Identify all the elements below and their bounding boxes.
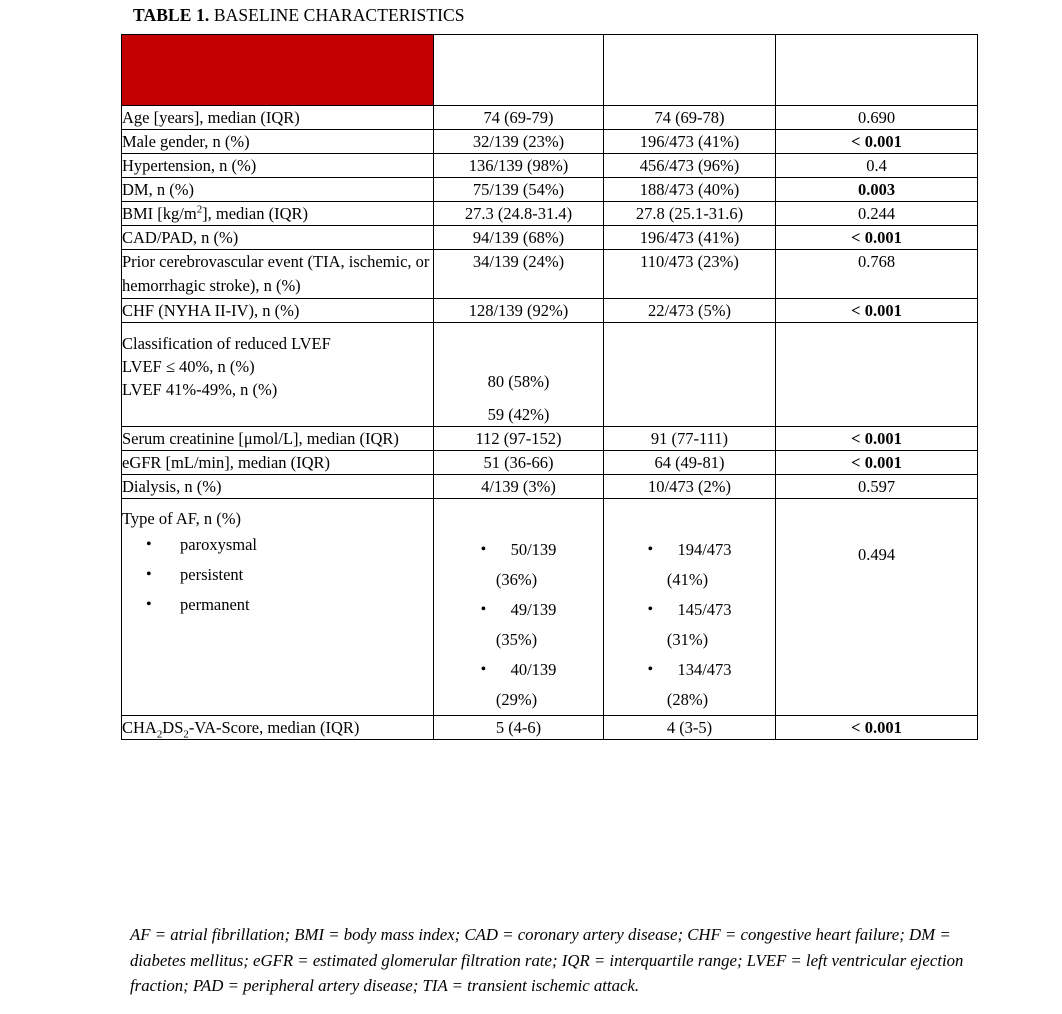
table-row bbox=[122, 226, 978, 250]
cell-p-value: < 0.001 bbox=[776, 716, 978, 740]
row-label: Age [years], median (IQR) bbox=[122, 106, 434, 130]
cell-p-value-af: 0.494 bbox=[776, 499, 978, 716]
cha2ds2-p1: CHA bbox=[122, 718, 157, 737]
classification-line-3: LVEF 41%-49%, n (%) bbox=[122, 380, 278, 399]
cell-p-value: < 0.001 bbox=[776, 130, 978, 154]
header-lvef-high-title: LVEF ≥ 50% bbox=[642, 38, 737, 57]
row-label bbox=[122, 202, 434, 226]
cell-lvef-high: 74 (69-78) bbox=[604, 106, 776, 130]
header-cell-lvef-high bbox=[604, 35, 776, 106]
af-pct: (36%) bbox=[495, 570, 538, 589]
table-row bbox=[122, 154, 978, 178]
cell-lvef-low: 34/139 (24%) bbox=[434, 250, 604, 299]
row-label: Dialysis, n (%) bbox=[122, 475, 434, 499]
table-row bbox=[122, 451, 978, 475]
header-lvef-low-title: LVEF < 50% bbox=[470, 38, 567, 57]
cell-lvef-low: 94/139 (68%) bbox=[434, 226, 604, 250]
spacer bbox=[434, 393, 603, 403]
header-lvef-high-count: (n = 473) bbox=[657, 64, 722, 83]
list-item: • persistent bbox=[146, 560, 433, 590]
row-label: eGFR [mL/min], median (IQR) bbox=[122, 451, 434, 475]
af-count: • 145/473 bbox=[647, 595, 731, 625]
af-pct: (31%) bbox=[666, 630, 709, 649]
cell-p-value: 0.597 bbox=[776, 475, 978, 499]
table-body bbox=[122, 106, 978, 740]
classification-value-2: 59 (42%) bbox=[487, 405, 550, 424]
table-footnote: AF = atrial fibrillation; BMI = body mass index; CAD = coronary artery disease; CHF = congestive heart failure; DM = diabetes mellitus; eGFR = estimated glomerular filtration rate; IQR = interquartile range; LVEF = left ventricular ejection fraction; PAD = peripheral artery disease; TIA = transient ischemic attack. bbox=[130, 925, 964, 995]
af-item bbox=[604, 655, 775, 685]
cell-p-value: 0.690 bbox=[776, 106, 978, 130]
cell-lvef-high: 4 (3-5) bbox=[604, 716, 776, 740]
header-cell-p-value bbox=[776, 35, 978, 106]
cell-lvef-high: 22/473 (5%) bbox=[604, 299, 776, 323]
cell-p-value: 0.003 bbox=[776, 178, 978, 202]
table-row bbox=[122, 178, 978, 202]
cha2ds2-p2: DS bbox=[162, 718, 184, 737]
cell-lvef-high: 196/473 (41%) bbox=[604, 226, 776, 250]
table-row-classification bbox=[122, 323, 978, 427]
af-count: • 50/139 bbox=[481, 535, 557, 565]
af-count: • 40/139 bbox=[481, 655, 557, 685]
table-number: TABLE 1. bbox=[133, 5, 210, 25]
row-label: CAD/PAD, n (%) bbox=[122, 226, 434, 250]
table-caption: BASELINE CHARACTERISTICS bbox=[209, 5, 465, 25]
cell-p-value: 0.244 bbox=[776, 202, 978, 226]
row-label: Hypertension, n (%) bbox=[122, 154, 434, 178]
table-row bbox=[122, 250, 978, 299]
af-lvef-low-values bbox=[434, 499, 603, 715]
cell-lvef-high: 110/473 (23%) bbox=[604, 250, 776, 299]
af-type-list bbox=[122, 530, 433, 620]
row-label-pre: BMI [kg/m bbox=[122, 204, 197, 223]
row-label-superscript: 2 bbox=[196, 203, 203, 216]
af-pct: (29%) bbox=[495, 690, 538, 709]
cell-lvef-low: 4/139 (3%) bbox=[434, 475, 604, 499]
af-pct: (28%) bbox=[666, 690, 709, 709]
cell-lvef-low-classification bbox=[434, 323, 604, 427]
classification-line-1: Classification of reduced LVEF bbox=[122, 334, 331, 353]
cell-p-value: 0.4 bbox=[776, 154, 978, 178]
cell-p-value: 0.768 bbox=[776, 250, 978, 299]
row-label-classification bbox=[122, 323, 434, 427]
header-row bbox=[122, 35, 978, 106]
row-label: Male gender, n (%) bbox=[122, 130, 434, 154]
cell-lvef-low: 51 (36-66) bbox=[434, 451, 604, 475]
cell-lvef-high: 456/473 (96%) bbox=[604, 154, 776, 178]
af-item bbox=[604, 535, 775, 565]
table-row bbox=[122, 299, 978, 323]
af-count: • 134/473 bbox=[647, 655, 731, 685]
cell-lvef-low: 75/139 (54%) bbox=[434, 178, 604, 202]
cell-lvef-high: 27.8 (25.1-31.6) bbox=[604, 202, 776, 226]
header-p-rest: -value bbox=[859, 38, 904, 57]
table-row bbox=[122, 202, 978, 226]
cell-lvef-low: 128/139 (92%) bbox=[434, 299, 604, 323]
cell-lvef-low: 27.3 (24.8-31.4) bbox=[434, 202, 604, 226]
baseline-characteristics-table bbox=[121, 34, 978, 740]
cha2ds2-sub1: 2 bbox=[156, 728, 163, 741]
cell-lvef-low-af bbox=[434, 499, 604, 716]
af-item bbox=[434, 655, 603, 685]
cell-lvef-high: 64 (49-81) bbox=[604, 451, 776, 475]
af-lvef-high-values bbox=[604, 499, 775, 715]
af-pct: (35%) bbox=[495, 630, 538, 649]
table-row bbox=[122, 130, 978, 154]
cell-lvef-high: 196/473 (41%) bbox=[604, 130, 776, 154]
cell-lvef-low: 32/139 (23%) bbox=[434, 130, 604, 154]
af-item bbox=[434, 535, 603, 565]
cell-lvef-low: 112 (97-152) bbox=[434, 427, 604, 451]
list-item: • paroxysmal bbox=[146, 530, 433, 560]
af-item bbox=[604, 595, 775, 625]
row-label-post: ], median (IQR) bbox=[202, 204, 308, 223]
cell-lvef-high-classification bbox=[604, 323, 776, 427]
classification-line-2: LVEF ≤ 40%, n (%) bbox=[122, 357, 255, 376]
header-lvef-low-count: (n = 139) bbox=[486, 64, 551, 83]
row-label: CHF (NYHA II-IV), n (%) bbox=[122, 299, 434, 323]
list-item: • permanent bbox=[146, 590, 433, 620]
cell-p-value-classification bbox=[776, 323, 978, 427]
cha2ds2-p3: -VA-Score, median (IQR) bbox=[188, 718, 360, 737]
cha2ds2-sub2: 2 bbox=[183, 728, 189, 741]
af-label: Type of AF, n (%) bbox=[122, 509, 241, 528]
cell-lvef-low: 74 (69-79) bbox=[434, 106, 604, 130]
page-title bbox=[133, 4, 465, 26]
header-p-italic: P bbox=[849, 38, 860, 57]
cell-lvef-high-af bbox=[604, 499, 776, 716]
cell-lvef-high: 188/473 (40%) bbox=[604, 178, 776, 202]
cell-lvef-low: 136/139 (98%) bbox=[434, 154, 604, 178]
cell-p-value: < 0.001 bbox=[776, 226, 978, 250]
header-cell-lvef-low bbox=[434, 35, 604, 106]
cell-lvef-high: 10/473 (2%) bbox=[604, 475, 776, 499]
af-pct: (41%) bbox=[666, 570, 709, 589]
row-label: Serum creatinine [μmol/L], median (IQR) bbox=[122, 427, 434, 451]
table-row bbox=[122, 475, 978, 499]
row-label-cha2ds2 bbox=[122, 716, 434, 740]
af-count: • 49/139 bbox=[481, 595, 557, 625]
table-row bbox=[122, 427, 978, 451]
cell-lvef-low: 5 (4-6) bbox=[434, 716, 604, 740]
af-count: • 194/473 bbox=[647, 535, 731, 565]
header-cell-blank bbox=[122, 35, 434, 106]
header-p-value-label bbox=[849, 38, 904, 57]
row-label: DM, n (%) bbox=[122, 178, 434, 202]
classification-value-1: 80 (58%) bbox=[487, 372, 550, 391]
row-label: Prior cerebrovascular event (TIA, ischemic, or hemorrhagic stroke), n (%) bbox=[122, 250, 434, 299]
row-label-af bbox=[122, 499, 434, 716]
af-item bbox=[434, 595, 603, 625]
table-row-af bbox=[122, 499, 978, 716]
cell-lvef-high: 91 (77-111) bbox=[604, 427, 776, 451]
table-header bbox=[122, 35, 978, 106]
table-row bbox=[122, 716, 978, 740]
cell-p-value: < 0.001 bbox=[776, 299, 978, 323]
cell-p-value: < 0.001 bbox=[776, 451, 978, 475]
cell-p-value: < 0.001 bbox=[776, 427, 978, 451]
table-row bbox=[122, 106, 978, 130]
